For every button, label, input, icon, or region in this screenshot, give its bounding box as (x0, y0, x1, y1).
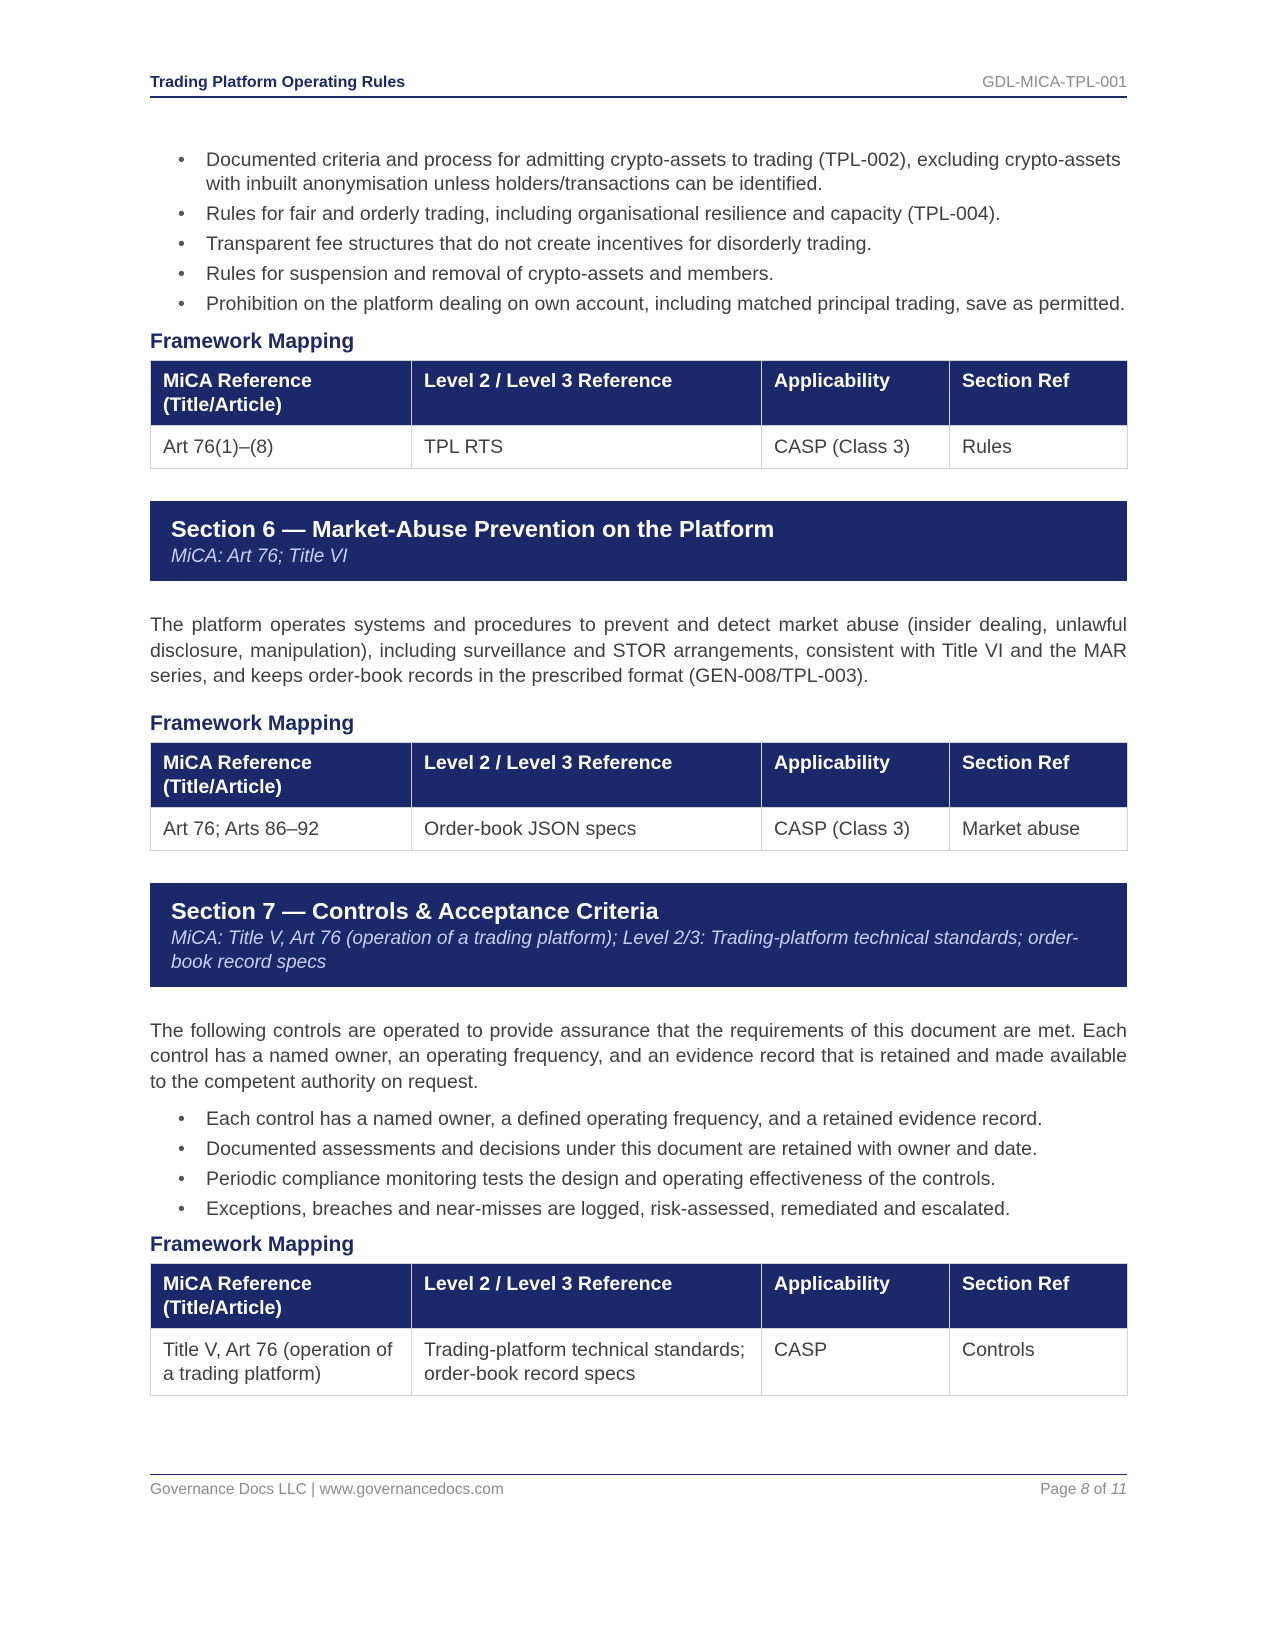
footer-company: Governance Docs LLC | www.governancedocs.com (150, 1481, 504, 1498)
section-title: Section 7 — Controls & Acceptance Criteria (171, 897, 659, 924)
document-page (150, 0, 1127, 1651)
page-footer (150, 1474, 1127, 1504)
list-item: • Prohibition on the platform dealing on own account, including matched principal trading, save as permitted. (178, 292, 1127, 316)
page-of: of (1093, 1481, 1107, 1498)
section-7-body: The following controls are operated to provide assurance that the requirements of this document are met. Each control has a named owner, an operating frequency, and an evidence record that is retained and made available to the competent authority on request. (150, 1019, 1127, 1093)
controls-list (178, 1107, 1127, 1221)
column-header-mica-reference: MiCA Reference (Title/Article) (151, 361, 412, 426)
table-header-row (151, 1264, 1128, 1329)
framework-mapping-heading: Framework Mapping (150, 1233, 355, 1256)
table-header-row (151, 361, 1128, 426)
table-cell: Market abuse (950, 807, 1128, 850)
table-cell: CASP (Class 3) (762, 807, 950, 850)
framework-mapping-heading: Framework Mapping (150, 711, 355, 735)
list-item: • Documented assessments and decisions under this document are retained with owner and date. (178, 1137, 1127, 1161)
table-row (151, 1329, 1128, 1396)
table-header-row (151, 742, 1128, 807)
table-cell: Art 76(1)–(8) (151, 426, 412, 469)
page-number (1040, 1481, 1127, 1499)
requirements-list (178, 148, 1127, 316)
list-item: • Rules for suspension and removal of crypto-assets and members. (178, 262, 1127, 286)
framework-mapping-table (150, 1263, 1128, 1396)
framework-mapping-heading: Framework Mapping (150, 330, 355, 353)
column-header-applicability: Applicability (762, 361, 950, 426)
column-header-section-ref: Section Ref (950, 742, 1128, 807)
table-cell: Rules (950, 426, 1128, 469)
column-header-section-ref: Section Ref (950, 1264, 1128, 1329)
section-subtitle: MiCA: Art 76; Title VI (171, 546, 348, 567)
section-subtitle: MiCA: Title V, Art 76 (operation of a trading platform); Level 2/3: Trading-platform technical standards; order-book record specs (171, 927, 1079, 973)
header-doc-id: GDL-MICA-TPL-001 (982, 74, 1127, 91)
column-header-level-reference: Level 2 / Level 3 Reference (412, 1264, 762, 1329)
list-item: • Documented criteria and process for admitting crypto-assets to trading (TPL-002), excluding crypto-assets with inbuilt anonymisation unless holders/transactions can be identified. (178, 148, 1127, 196)
section-title: Section 6 — Market-Abuse Prevention on the Platform (171, 516, 775, 542)
list-item: • Each control has a named owner, a defined operating frequency, and a retained evidence record. (178, 1107, 1127, 1131)
table-cell: Art 76; Arts 86–92 (151, 807, 412, 850)
framework-mapping-table (150, 360, 1128, 469)
list-item: • Rules for fair and orderly trading, including organisational resilience and capacity (TPL-004). (178, 202, 1127, 226)
table-cell: CASP (762, 1329, 950, 1396)
page-content (150, 148, 1127, 1396)
column-header-mica-reference: MiCA Reference (Title/Article) (151, 1264, 412, 1329)
column-header-mica-reference: MiCA Reference (Title/Article) (151, 742, 412, 807)
column-header-level-reference: Level 2 / Level 3 Reference (412, 742, 762, 807)
header-title: Trading Platform Operating Rules (150, 74, 406, 91)
list-item: • Transparent fee structures that do not create incentives for disorderly trading. (178, 232, 1127, 256)
column-header-applicability: Applicability (762, 1264, 950, 1329)
table-row (151, 426, 1128, 469)
column-header-level-reference: Level 2 / Level 3 Reference (412, 361, 762, 426)
column-header-applicability: Applicability (762, 742, 950, 807)
table-cell: Trading-platform technical standards; order-book record specs (412, 1329, 762, 1396)
page-total: 11 (1110, 1481, 1127, 1498)
page-header (150, 72, 1127, 98)
table-cell: Controls (950, 1329, 1128, 1396)
table-row (151, 807, 1128, 850)
framework-mapping-table (150, 742, 1128, 851)
list-item: • Periodic compliance monitoring tests the design and operating effectiveness of the controls. (178, 1167, 1127, 1191)
table-cell: TPL RTS (412, 426, 762, 469)
table-cell: CASP (Class 3) (762, 426, 950, 469)
section-7-banner (150, 883, 1127, 987)
column-header-section-ref: Section Ref (950, 361, 1128, 426)
section-6-banner (150, 501, 1127, 581)
list-item: • Exceptions, breaches and near-misses are logged, risk-assessed, remediated and escalated. (178, 1197, 1127, 1221)
table-cell: Title V, Art 76 (operation of a trading platform) (151, 1329, 412, 1396)
section-6-body: The platform operates systems and procedures to prevent and detect market abuse (insider dealing, unlawful disclosure, manipulation), including surveillance and STOR arrangements, consistent with Title VI and the MAR series, and keeps order-book records in the prescribed format (GEN-008/TPL-003). (150, 614, 1127, 687)
table-cell: Order-book JSON specs (412, 807, 762, 850)
page-current: 8 (1080, 1481, 1090, 1498)
page-label: Page (1040, 1481, 1077, 1498)
